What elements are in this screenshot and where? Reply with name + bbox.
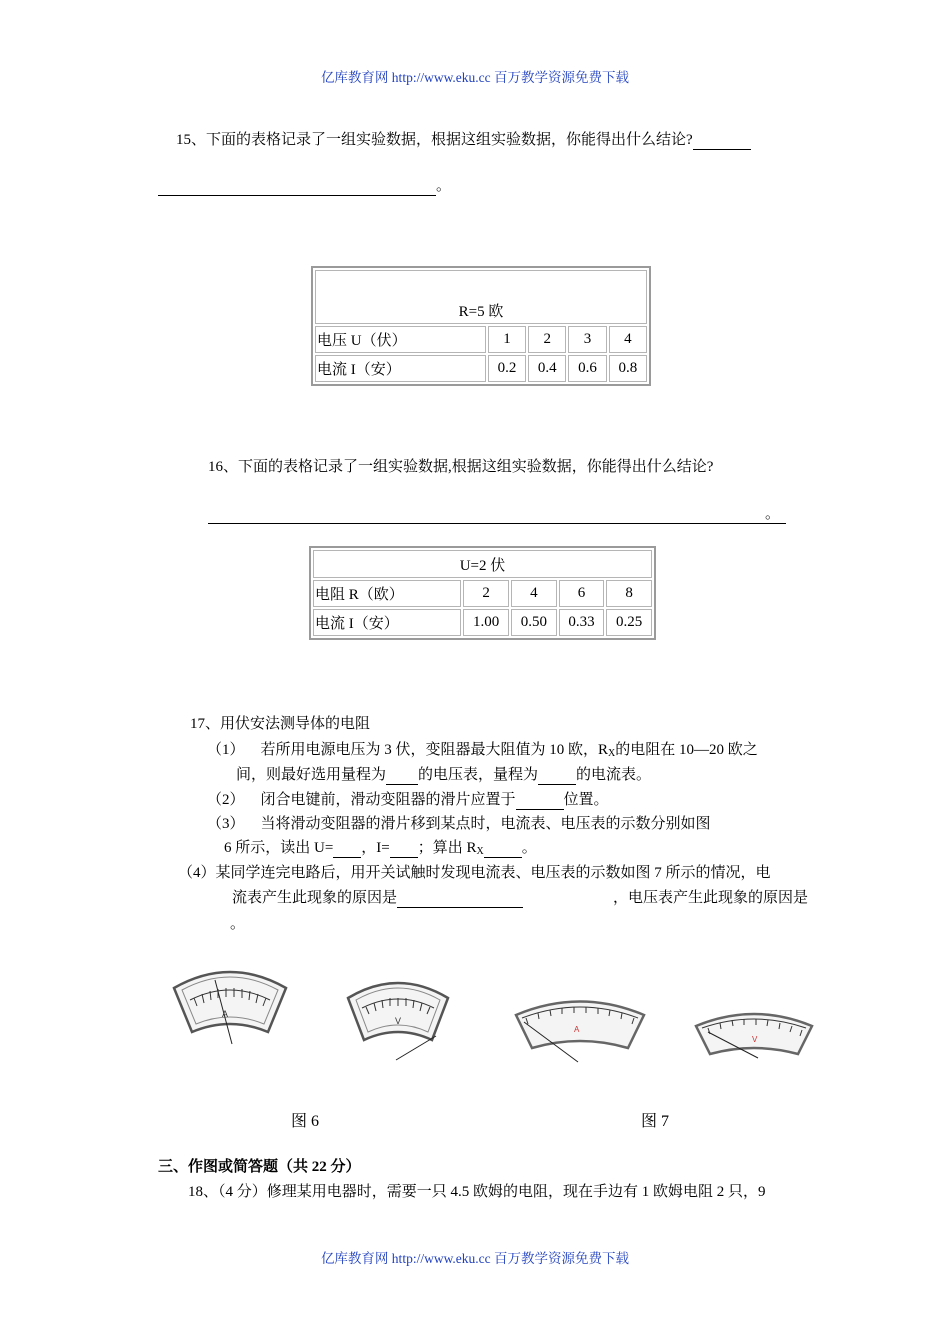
q17-part4-cont: 流表产生此现象的原因是 ，电压表产生此现象的原因是: [232, 890, 808, 906]
section3-title: 三、作图或简答题（共 22 分）: [158, 1159, 361, 1175]
table-cell: 6: [559, 580, 605, 607]
current-blank: [390, 840, 418, 858]
q15-answer-line: 。: [158, 174, 451, 196]
table-row: [313, 609, 652, 636]
table-cell: 3: [568, 326, 606, 353]
q16-row1-label: 电阻 R（欧）: [313, 580, 461, 607]
table-row: [315, 355, 647, 382]
table-row: [315, 326, 647, 353]
q15-row1-label: 电压 U（伏）: [315, 326, 486, 353]
q17-part3: （3） 当将滑动变阻器的滑片移到某点时，电流表、电压表的示数分别如图: [207, 816, 711, 832]
q18-text: 18、（4 分）修理某用电器时，需要一只 4.5 欧姆的电阻，现在手边有 1 欧姆电阻 2 只，9: [188, 1184, 766, 1200]
q17-part1-cont: 间，则最好选用量程为 的电压表，量程为 的电流表。: [236, 767, 652, 783]
q15-table: [311, 266, 651, 386]
q15-table-title: R=5 欧: [315, 270, 647, 324]
q16-table: [309, 546, 656, 640]
ammeter-fig7-icon: [516, 1002, 644, 1063]
svg-text:A: A: [222, 1009, 229, 1019]
ammeter-icon: [174, 972, 286, 1044]
table-cell: 0.6: [568, 355, 606, 382]
fig6-caption: 图 6: [291, 1113, 320, 1130]
meters-figure: [160, 960, 820, 1070]
table-cell: 0.50: [511, 609, 557, 636]
q16-row2-label: 电流 I（安）: [313, 609, 461, 636]
table-cell: 2: [528, 326, 566, 353]
q15-answer-blank-2: [158, 178, 436, 196]
voltmeter-range-blank: [386, 767, 418, 785]
slider-position-blank: [516, 792, 564, 810]
table-cell: 8: [606, 580, 652, 607]
table-cell: 4: [609, 326, 647, 353]
q16-question: 16、下面的表格记录了一组实验数据,根据这组实验数据，你能得出什么结论?: [208, 459, 714, 475]
fig7-caption: 图 7: [641, 1113, 670, 1130]
ammeter-range-blank: [538, 767, 576, 785]
table-cell: 0.25: [606, 609, 652, 636]
q15-text: 15、下面的表格记录了一组实验数据，根据这组实验数据，你能得出什么结论?: [176, 132, 693, 148]
q16-table-title: U=2 伏: [313, 550, 652, 578]
ammeter-reason-blank: [397, 890, 523, 908]
table-cell: 1: [488, 326, 526, 353]
svg-text:V: V: [395, 1016, 402, 1026]
q15-row2-label: 电流 I（安）: [315, 355, 486, 382]
table-cell: 0.8: [609, 355, 647, 382]
voltmeter-icon: [348, 983, 448, 1060]
svg-text:A: A: [574, 1025, 580, 1034]
q17-part4: （4）某同学连完电路后，用开关试触时发现电流表、电压表的示数如图 7 所示的情况，电: [178, 865, 771, 881]
table-cell: 0.33: [559, 609, 605, 636]
q17-title: 17、用伏安法测导体的电阻: [190, 716, 371, 732]
page-header: 亿库教育网 http://www.eku.cc 百万教学资源免费下载: [320, 70, 630, 85]
q15-question: [176, 128, 751, 150]
table-row: [313, 580, 652, 607]
svg-text:V: V: [752, 1035, 758, 1044]
table-cell: 1.00: [463, 609, 509, 636]
q17-part4-end: 。: [230, 916, 246, 932]
q15-answer-blank-1: [693, 132, 751, 150]
q16-answer-line: [208, 502, 786, 524]
q17-part1: （1） 若所用电源电压为 3 伏，变阻器最大阻值为 10 欧，$R_X$的电阻在 10—20 欧之: [207, 742, 758, 759]
table-cell: 2: [463, 580, 509, 607]
table-cell: 4: [511, 580, 557, 607]
q16-answer-blank: 。: [208, 502, 786, 524]
voltmeter-fig7-icon: [696, 1014, 812, 1058]
table-cell: 0.2: [488, 355, 526, 382]
resistance-blank: [484, 840, 522, 858]
q17-part2: （2） 闭合电键前，滑动变阻器的滑片应置于 位置。: [207, 792, 609, 808]
table-cell: 0.4: [528, 355, 566, 382]
q17-part3-cont: 6 所示，读出 U= ，I= ；算出 $R_X$ 。: [224, 840, 537, 857]
voltage-blank: [333, 840, 361, 858]
page-footer: 亿库教育网 http://www.eku.cc 百万教学资源免费下载: [320, 1251, 630, 1266]
